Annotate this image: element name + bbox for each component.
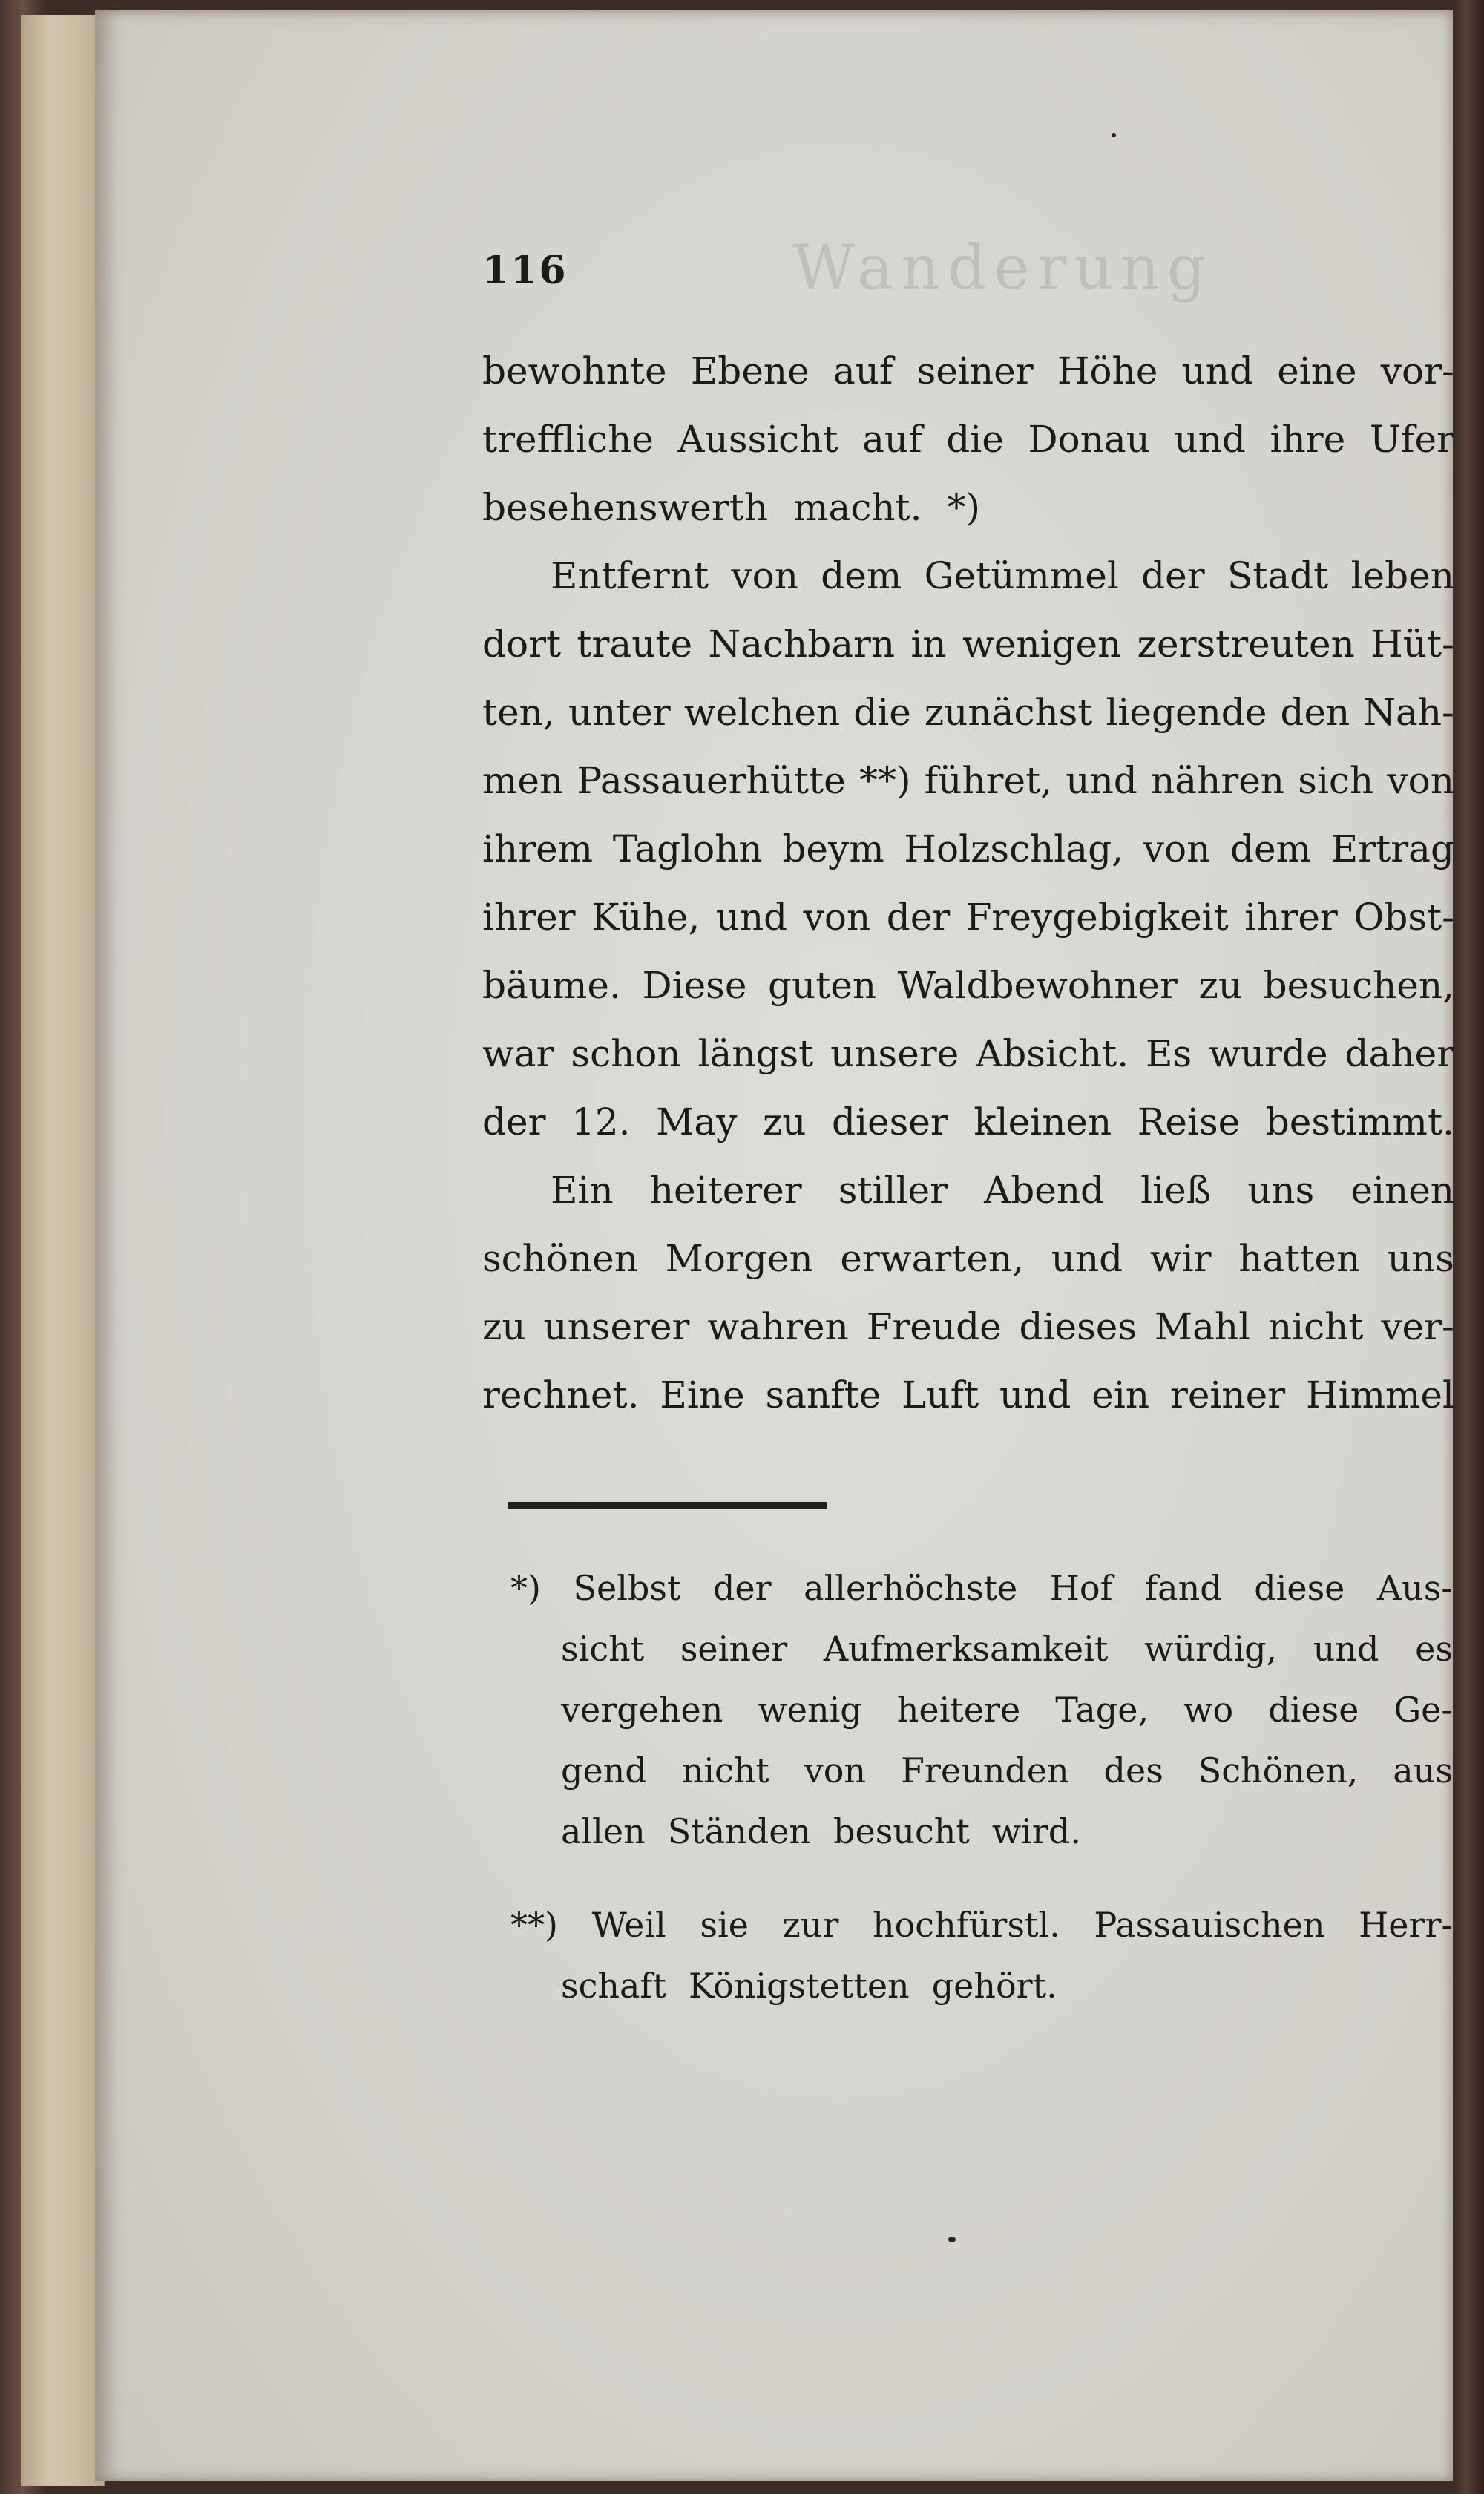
main-text: [482, 337, 1454, 1429]
word: nicht: [1267, 1305, 1364, 1348]
footnote-marker: *): [510, 1568, 541, 1608]
word: und: [1174, 418, 1246, 461]
word: Freude: [866, 1305, 1002, 1348]
word: zu: [762, 1100, 807, 1143]
footnote-line: [510, 1801, 1453, 1862]
word: Mahl: [1154, 1305, 1251, 1348]
footnote-line: [510, 1955, 1453, 2016]
word: men: [482, 759, 564, 802]
word: Absicht.: [976, 1032, 1129, 1075]
word: uns: [1247, 1169, 1315, 1212]
word: wo: [1183, 1690, 1234, 1730]
text-line: [482, 1020, 1454, 1088]
word: der: [886, 896, 951, 939]
footnote-1: [510, 1558, 1453, 1862]
word: Ein: [551, 1169, 614, 1212]
footnote-line: [510, 1894, 1453, 1955]
word: besehenswerth: [482, 486, 769, 529]
page-number: 116: [482, 248, 568, 293]
word: heiterer: [649, 1169, 802, 1212]
word: die: [853, 691, 911, 734]
word: Ertrag: [1330, 827, 1454, 870]
word: ihrer: [482, 896, 576, 939]
word: Freygebigkeit: [965, 896, 1229, 939]
word: zur: [782, 1905, 839, 1945]
word: von: [803, 896, 871, 939]
footnotes: [510, 1558, 1453, 2016]
word: erwarten,: [840, 1237, 1025, 1280]
word: und: [1313, 1629, 1379, 1669]
word: zunächst: [924, 691, 1093, 734]
text-line: [482, 542, 1454, 610]
word: ten,: [482, 691, 555, 734]
word: längst: [697, 1032, 814, 1075]
text-line: [482, 883, 1454, 951]
text-line: [482, 337, 1454, 405]
word: dem: [821, 554, 902, 597]
footnote-rule: [508, 1502, 827, 1509]
text-line: [482, 746, 1454, 815]
word: nähren: [1151, 759, 1285, 802]
word: die: [946, 418, 1004, 461]
word: wir: [1149, 1237, 1212, 1280]
book-page: [95, 10, 1453, 2481]
word: Donau: [1028, 418, 1150, 461]
word: Luft: [902, 1374, 979, 1417]
word: rechnet.: [482, 1374, 640, 1417]
word: Aufmerksamkeit: [823, 1629, 1109, 1669]
word: Diese: [642, 964, 747, 1007]
text-line: [482, 1156, 1454, 1224]
word: Ebene: [690, 350, 810, 393]
word: reiner: [1169, 1374, 1286, 1417]
word: ihrer: [1244, 896, 1338, 939]
word: ein: [1091, 1374, 1150, 1417]
word: fand: [1145, 1568, 1222, 1608]
word: welchen: [683, 691, 841, 734]
word: wird.: [991, 1811, 1081, 1851]
word: Passauerhütte: [577, 759, 846, 802]
word: sicht: [561, 1629, 645, 1669]
word: Hof: [1049, 1568, 1113, 1608]
word: schaft: [561, 1966, 666, 2006]
word: Passauischen: [1094, 1905, 1325, 1945]
word: wahren: [707, 1305, 849, 1348]
word: war: [482, 1032, 554, 1075]
word: zu: [482, 1305, 526, 1348]
word: aus: [1393, 1750, 1453, 1791]
word: auf: [833, 350, 893, 393]
word: seiner: [916, 350, 1034, 393]
word: allen: [561, 1811, 646, 1851]
word: diese: [1268, 1690, 1359, 1730]
word: wenig: [758, 1690, 862, 1730]
word: allerhöchste: [804, 1568, 1018, 1608]
footnote-line: [510, 1740, 1453, 1801]
word: Höhe: [1057, 350, 1158, 393]
word: Herr-: [1359, 1905, 1453, 1945]
word: Stadt: [1227, 554, 1329, 597]
word: auf: [862, 418, 922, 461]
word: dieser: [832, 1100, 948, 1143]
word: ver-: [1381, 1305, 1454, 1348]
word: Ge-: [1393, 1690, 1453, 1730]
word: Kühe,: [591, 896, 700, 939]
word: sie: [700, 1905, 749, 1945]
word: und: [715, 896, 788, 939]
word: bestimmt.: [1265, 1100, 1454, 1143]
word: daher: [1345, 1032, 1454, 1075]
word: Schönen,: [1198, 1750, 1359, 1791]
word: führet,: [924, 759, 1053, 802]
word: May: [656, 1100, 738, 1143]
word: würdig,: [1143, 1629, 1278, 1669]
word: Reise: [1137, 1100, 1241, 1143]
text-line: [482, 405, 1454, 473]
footnote-2: [510, 1894, 1453, 2016]
word: Eine: [660, 1374, 745, 1417]
word: hochfürstl.: [872, 1905, 1060, 1945]
word: nicht: [681, 1750, 769, 1791]
word: seiner: [680, 1629, 788, 1669]
word: Nachbarn: [708, 623, 896, 666]
footnote-line: [510, 1558, 1453, 1618]
word: Königstetten: [688, 1966, 910, 2006]
word: dieses: [1019, 1305, 1137, 1348]
word: hatten: [1238, 1237, 1361, 1280]
word: unsere: [830, 1032, 959, 1075]
word: wenigen: [962, 623, 1122, 666]
word: unserer: [543, 1305, 690, 1348]
word: zerstreuten: [1137, 623, 1355, 666]
word: sich: [1298, 759, 1374, 802]
word: macht.: [793, 486, 922, 529]
word: Abend: [984, 1169, 1105, 1212]
text-line: [482, 951, 1454, 1020]
text-line: [482, 1361, 1454, 1429]
word: zu: [1198, 964, 1243, 1007]
word: eine: [1277, 350, 1357, 393]
word: dort: [482, 623, 562, 666]
word: Ufer: [1369, 418, 1454, 461]
word: guten: [768, 964, 877, 1007]
word: treffliche: [482, 418, 654, 461]
word: kleinen: [974, 1100, 1112, 1143]
word: schönen: [482, 1237, 638, 1280]
word: bäume.: [482, 964, 621, 1007]
word: Entfernt: [551, 554, 709, 597]
word: Weil: [591, 1905, 666, 1945]
word: der: [482, 1100, 546, 1143]
word: Getümmel: [924, 554, 1119, 597]
word: **): [858, 759, 911, 802]
word: gend: [561, 1750, 647, 1791]
word: von: [731, 554, 798, 597]
word: *): [947, 486, 981, 529]
word: es: [1415, 1629, 1453, 1669]
word: beym: [782, 827, 884, 870]
word: wurde: [1209, 1032, 1328, 1075]
footnote-line: [510, 1679, 1453, 1740]
word: Hüt-: [1370, 623, 1454, 666]
word: und: [1066, 759, 1137, 802]
word: Himmel: [1305, 1374, 1454, 1417]
word: Ständen: [667, 1811, 812, 1851]
word: Aussicht: [677, 418, 838, 461]
text-line: [482, 610, 1454, 678]
ink-speck: [1112, 133, 1116, 137]
word: vergehen: [561, 1690, 723, 1730]
word: leben: [1350, 554, 1454, 597]
word: Es: [1146, 1032, 1192, 1075]
word: Nah-: [1363, 691, 1454, 734]
text-line: [482, 1224, 1454, 1293]
word: sanfte: [765, 1374, 881, 1417]
word: der: [1141, 554, 1205, 597]
word: Freunden: [900, 1750, 1069, 1791]
word: liegende: [1106, 691, 1267, 734]
word: diese: [1254, 1568, 1345, 1608]
word: in: [910, 623, 947, 666]
word: von: [804, 1750, 867, 1791]
word: und: [1051, 1237, 1123, 1280]
word: einen: [1350, 1169, 1454, 1212]
bleed-through-heading: Wanderung: [792, 233, 1214, 303]
word: Tage,: [1055, 1690, 1149, 1730]
word: Aus-: [1376, 1568, 1453, 1608]
word: besucht: [833, 1811, 970, 1851]
word: des: [1103, 1750, 1163, 1791]
word: von: [1387, 759, 1454, 802]
text-line: [482, 473, 1454, 542]
word: dem: [1230, 827, 1312, 870]
word: Holzschlag,: [904, 827, 1123, 870]
word: Selbst: [573, 1568, 681, 1608]
word: traute: [577, 623, 693, 666]
page-edges: [21, 15, 105, 2486]
word: bewohnte: [482, 350, 667, 393]
word: heitere: [896, 1690, 1021, 1730]
word: den: [1280, 691, 1350, 734]
text-line: [482, 1088, 1454, 1156]
ink-speck: [948, 2237, 956, 2242]
word: gehört.: [931, 1966, 1057, 2006]
word: 12.: [571, 1100, 631, 1143]
word: Morgen: [665, 1237, 813, 1280]
word: und: [999, 1374, 1071, 1417]
footnote-marker: **): [510, 1905, 558, 1945]
word: besuchen,: [1263, 964, 1454, 1007]
word: stiller: [838, 1169, 948, 1212]
word: unter: [568, 691, 671, 734]
word: Taglohn: [612, 827, 763, 870]
word: ihrem: [482, 827, 594, 870]
word: Obst-: [1353, 896, 1454, 939]
word: von: [1143, 827, 1211, 870]
word: Waldbewohner: [897, 964, 1178, 1007]
word: ließ: [1140, 1169, 1212, 1212]
word: uns: [1387, 1237, 1454, 1280]
word: schon: [571, 1032, 681, 1075]
word: ihre: [1270, 418, 1346, 461]
word: der: [712, 1568, 772, 1608]
word: und: [1181, 350, 1253, 393]
word: vor-: [1380, 350, 1454, 393]
footnote-line: [510, 1618, 1453, 1679]
text-line: [482, 678, 1454, 746]
text-line: [482, 815, 1454, 883]
text-line: [482, 1293, 1454, 1361]
